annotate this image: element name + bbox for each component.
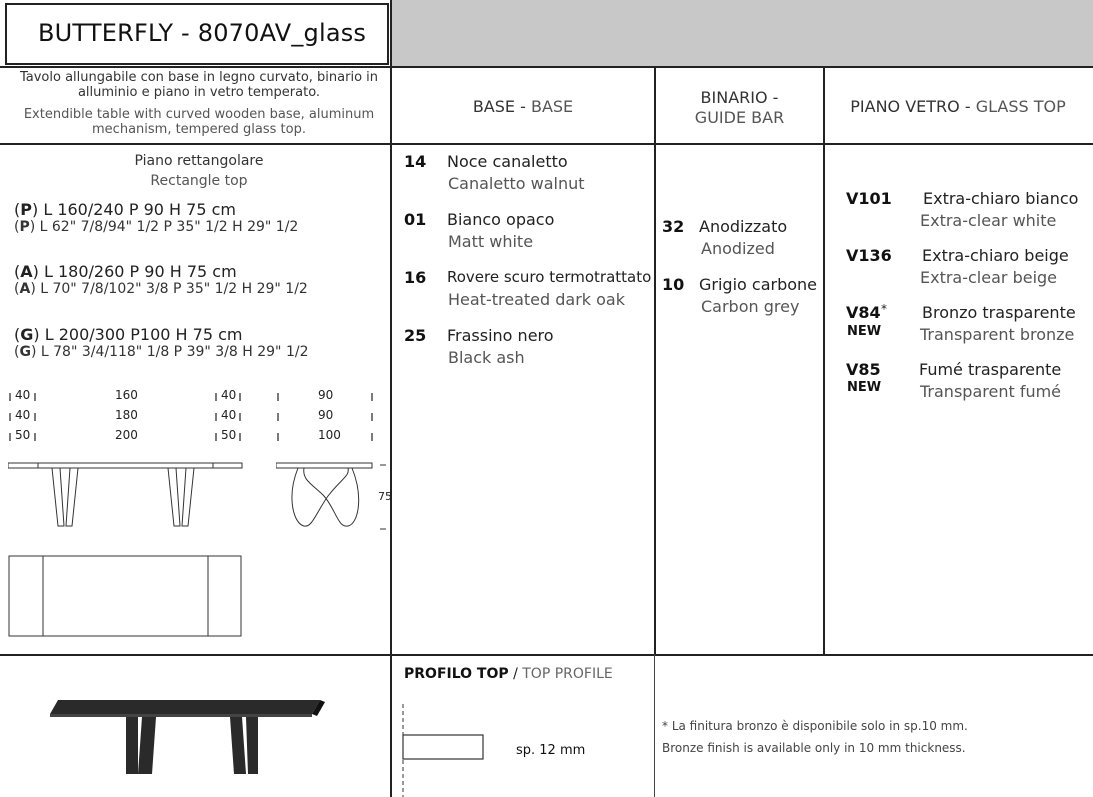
glass-header-sep: -: [959, 97, 976, 116]
finish-name-en: Extra-clear beige: [920, 268, 1058, 287]
dim-right-margin: 50: [221, 428, 237, 442]
finish-code: V136: [846, 246, 892, 265]
size-cm: L 160/240 P 90 H 75 cm: [38, 200, 236, 219]
size-code: P: [19, 219, 30, 235]
finish-name-it: Rovere scuro termotrattato: [447, 268, 652, 286]
finish-name-it: Anodizzato: [699, 217, 788, 236]
sizes-heading-en: Rectangle top: [150, 173, 248, 189]
finish-name-it: Frassino nero: [447, 326, 554, 345]
size-entry-p: (P) L 160/240 P 90 H 75 cm (P) L 62" 7/8/94" 1/2 P 35" 1/2 H 29" 1/2: [14, 200, 299, 235]
finish-name-it: Fumé trasparente: [919, 360, 1062, 379]
description-it: Tavolo allungabile con base in legno curvato, binario in alluminio e piano in vetro temperato.: [19, 70, 379, 100]
vrule-left: [390, 0, 392, 797]
finish-name-en: Transparent fumé: [920, 382, 1062, 401]
finish-code: 25: [404, 326, 427, 345]
dim-length: 200: [115, 428, 138, 442]
finish-name-en: Canaletto walnut: [448, 174, 585, 193]
rule-top: [0, 66, 1093, 68]
list-item: [404, 150, 652, 208]
finish-name-en: Matt white: [448, 232, 534, 251]
finish-name-it: Bronzo trasparente: [922, 303, 1076, 322]
table-side-view-drawing: [276, 458, 388, 538]
list-item: [404, 324, 652, 382]
sizes-heading-it: Piano rettangolare: [134, 153, 264, 169]
profile-thickness: sp. 12 mm: [516, 743, 586, 758]
finish-note-en: Bronze finish is available only in 10 mm thickness.: [662, 741, 966, 755]
finish-code: 16: [404, 268, 427, 287]
base-finish-list: [404, 150, 652, 382]
finish-code: V101: [846, 189, 892, 208]
finish-code: 01: [404, 210, 427, 229]
rule-header: [0, 143, 1093, 145]
dim-right-margin: 40: [221, 388, 237, 402]
size-code: P: [20, 200, 32, 219]
finish-name-en: Carbon grey: [701, 297, 800, 316]
rule-lower: [0, 654, 1093, 656]
finish-code: V84: [846, 303, 881, 322]
sizes-heading: [10, 151, 388, 191]
guide-finish-list: [662, 215, 822, 331]
base-header-it: BASE: [472, 97, 516, 116]
finish-name-it: Bianco opaco: [447, 210, 555, 229]
column-header-guide: [656, 88, 823, 128]
table-top-view-drawing: [8, 555, 248, 639]
finish-name-en: Transparent bronze: [920, 325, 1075, 344]
finish-code: 32: [662, 217, 685, 236]
column-header-base: [392, 97, 654, 117]
size-code: G: [19, 344, 31, 360]
glass-header-it: PIANO VETRO: [850, 97, 960, 116]
size-code: A: [20, 262, 33, 281]
dim-length: 160: [115, 388, 138, 402]
size-entry-a: (A) L 180/260 P 90 H 75 cm (A) L 70" 7/8/102" 3/8 P 35" 1/2 H 29" 1/2: [14, 262, 308, 297]
list-item: [846, 301, 1090, 358]
size-code: A: [19, 281, 31, 297]
finish-name-en: Black ash: [448, 348, 525, 367]
size-entry-g: (G) L 200/300 P100 H 75 cm (G) L 78" 3/4/118" 1/8 P 39" 3/8 H 29" 1/2: [14, 325, 309, 360]
glass-finish-list: [846, 187, 1090, 415]
size-cm: L 180/260 P 90 H 75 cm: [38, 262, 237, 281]
profile-title: [404, 666, 613, 682]
dim-right-margin: 40: [221, 408, 237, 422]
dim-left-margin: 40: [15, 388, 31, 402]
table-product-image: [50, 690, 330, 780]
column-header-glass: [825, 97, 1091, 117]
guide-header-it: BINARIO -: [700, 88, 779, 107]
guide-header-en: GUIDE BAR: [694, 108, 785, 127]
size-inch: L 70" 7/8/102" 3/8 P 35" 1/2 H 29" 1/2: [35, 281, 308, 297]
list-item: [846, 244, 1090, 301]
base-header-sep: -: [515, 97, 531, 116]
finish-name-en: Extra-clear white: [920, 211, 1057, 230]
finish-name-it: Extra-chiaro bianco: [923, 189, 1079, 208]
header-gray-band: [392, 0, 1093, 66]
vrule-base: [654, 66, 656, 654]
finish-name-en: Anodized: [701, 239, 775, 258]
base-header-en: BASE: [530, 97, 574, 116]
finish-code: 14: [404, 152, 427, 171]
profile-section-drawing: [398, 704, 488, 797]
finish-asterisk: *: [881, 302, 887, 316]
finish-code: 10: [662, 275, 685, 294]
new-badge: NEW: [847, 324, 882, 339]
table-front-view-drawing: [8, 458, 248, 538]
new-badge: NEW: [847, 380, 882, 395]
list-item: [846, 187, 1090, 244]
size-cm: L 200/300 P100 H 75 cm: [39, 325, 243, 344]
size-inch: L 62" 7/8/94" 1/2 P 35" 1/2 H 29" 1/2: [35, 219, 299, 235]
finish-name-it: Grigio carbone: [699, 275, 818, 294]
list-item: [662, 215, 822, 273]
vrule-lower: [654, 654, 655, 797]
profile-title-en: TOP PROFILE: [522, 666, 613, 682]
profile-title-it: PROFILO TOP: [404, 666, 509, 682]
dim-depth: 90: [318, 388, 334, 402]
size-code: G: [20, 325, 34, 344]
dim-depth: 90: [318, 408, 334, 422]
finish-name-en: Heat-treated dark oak: [448, 290, 625, 309]
list-item: [404, 208, 652, 266]
height-label: 75: [378, 490, 392, 503]
dim-left-margin: 50: [15, 428, 31, 442]
page-title: BUTTERFLY - 8070AV_glass: [38, 19, 367, 47]
vrule-guide: [823, 66, 825, 654]
dim-tick-marks: [8, 388, 384, 448]
profile-title-sep: /: [508, 666, 523, 682]
list-item: [662, 273, 822, 331]
list-item: [404, 266, 652, 324]
list-item: [846, 358, 1090, 415]
finish-code: V85: [846, 360, 881, 379]
description-en: Extendible table with curved wooden base, aluminum mechanism, tempered glass top.: [23, 107, 375, 137]
finish-name-it: Noce canaletto: [447, 152, 568, 171]
dim-depth: 100: [318, 428, 341, 442]
glass-header-en: GLASS TOP: [975, 97, 1066, 116]
dim-left-margin: 40: [15, 408, 31, 422]
size-inch: L 78" 3/4/118" 1/8 P 39" 3/8 H 29" 1/2: [36, 344, 309, 360]
dim-length: 180: [115, 408, 138, 422]
finish-name-it: Extra-chiaro beige: [922, 246, 1069, 265]
finish-note-it: * La finitura bronzo è disponibile solo in sp.10 mm.: [662, 719, 968, 733]
dimension-table: [8, 388, 384, 448]
